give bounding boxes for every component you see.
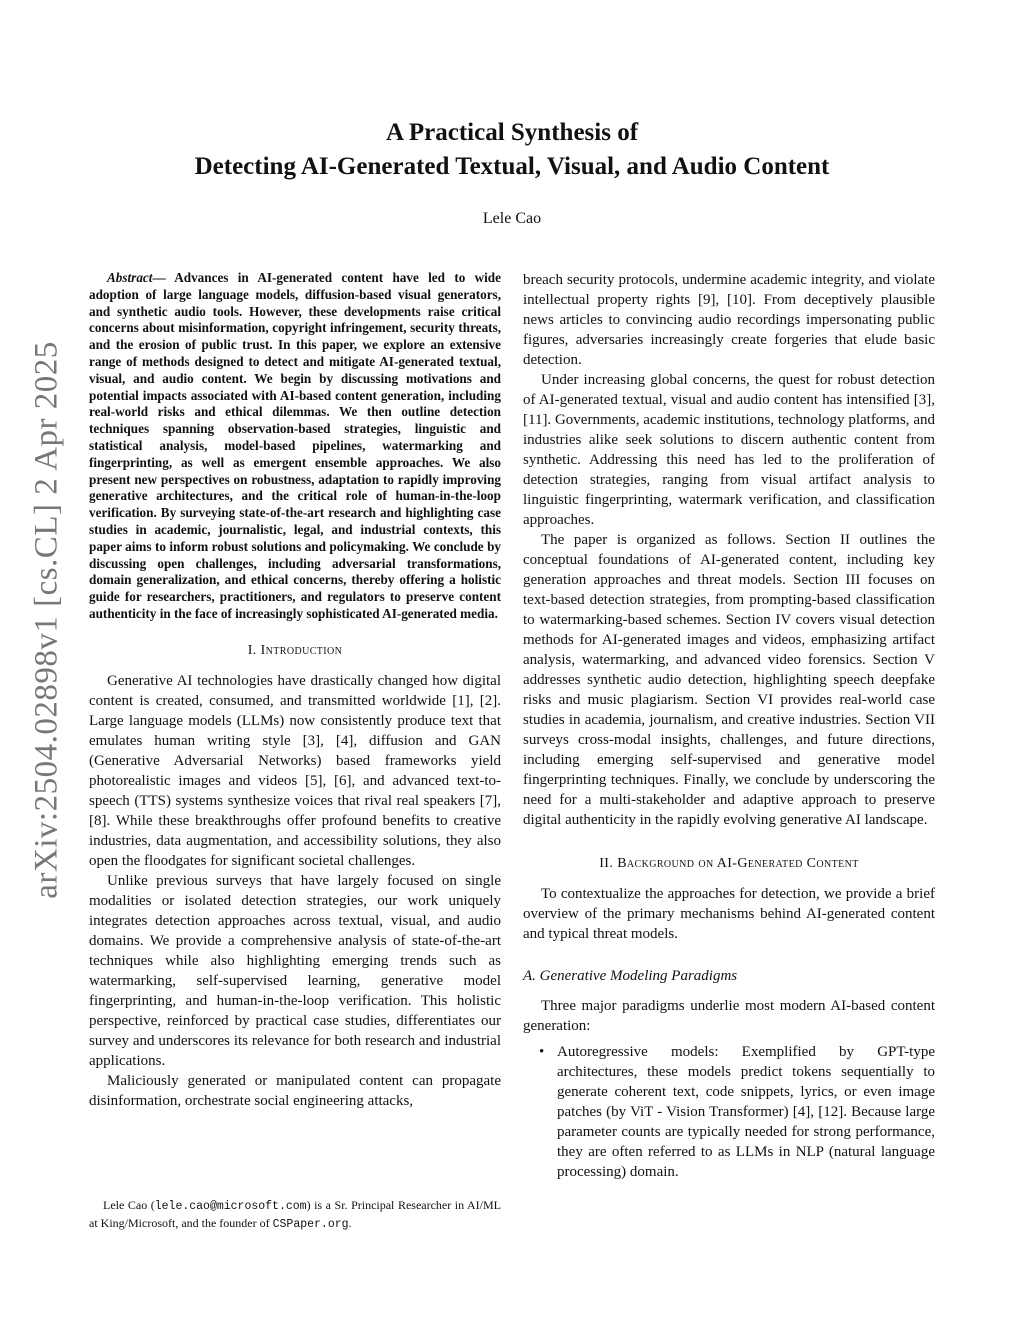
right-paragraph-1: breach security protocols, undermine academic integrity, and violate intellectual property rights [9], [10]. From deceptively plausible news articles to convincing audio recordings impersonating public figures, adversaries increasingly create forgeries that elude basic detection. xyxy=(523,272,935,368)
title-line-2: Detecting AI-Generated Textual, Visual, and Audio Content xyxy=(194,153,830,180)
section-1-title: Introduction xyxy=(260,642,343,658)
cspaper-link[interactable]: CSPaper.org xyxy=(272,1218,349,1231)
subsection-a-intro: Three major paradigms underlie most modern AI-based content generation: xyxy=(523,998,935,1034)
right-paragraph-2: Under increasing global concerns, the quest for robust detection of AI-generated textual, visual and audio content has intensified [3], [11]. Governments, academic institutions, technology platforms, and industries alike seek solutions to discern authentic content from synthetic. Addressing this need has led to the proliferation of detection strategies, ranging from visual artifact analysis to linguistic fingerprinting, watermark verification, and classification approaches. xyxy=(523,372,935,528)
list-item-text: Autoregressive models: Exemplified by GPT-type architectures, these models predict tokens sequentially to generate coherent text, code snippets, lyrics, or even image patches (by ViT - Vision Transformer) [4], [12]. Because large parameter counts are typically needed for strong performance, they are often referred to as LLMs in NLP (natural language processing) domain. xyxy=(557,1044,935,1180)
right-paragraph-3: The paper is organized as follows. Section II outlines the conceptual foundations of AI-generated content, including key generation approaches and threat models. Section III focuses on text-based detection strategies, from prompting-based classification to watermarking-based schemes. Section IV covers visual detection methods for AI-generated images and videos, emphasizing artifact analysis, watermarking, and advanced video forensics. Section V addresses synthetic audio detection, highlighting speech deepfake risks and music plagiarism. Section VI provides real-world case studies in academia, journalism, and creative industries. Section VII surveys cross-modal insights, challenges, and future directions, including emerging self-supervised and generative model fingerprinting techniques. Finally, we conclude by underscoring the need for a multi-stakeholder and adaptive approach to preserve digital authenticity in the rapidly evolving generative AI landscape. xyxy=(523,532,935,828)
paradigm-list xyxy=(523,1042,935,1182)
author: Lele Cao xyxy=(482,210,542,227)
abstract-label: Abstract xyxy=(107,270,153,285)
subsection-a-heading: A. Generative Modeling Paradigms xyxy=(523,968,738,984)
footnote-middle: ) is a Sr. Principal Researcher in AI/ML at King/Microsoft, and the founder of xyxy=(89,1198,501,1230)
section-2-title: Background on AI-Generated Content xyxy=(617,856,859,871)
footnote-end: . xyxy=(348,1216,352,1230)
list-item xyxy=(523,1042,935,1182)
arxiv-id: arXiv:2504.02898v1 [cs.CL] 2 Apr 2025 xyxy=(28,341,65,899)
footnote xyxy=(89,1197,501,1233)
right-column xyxy=(523,270,935,1182)
section-2-intro: To contextualize the approaches for detection, we provide a brief overview of the primary mechanisms behind AI-generated content and typical threat models. xyxy=(523,886,935,942)
bullet-icon: • xyxy=(539,1044,545,1060)
section-1-number: I. xyxy=(247,642,257,658)
intro-paragraph-1: Generative AI technologies have drastically changed how digital content is created, consumed, and transmitted worldwide [1], [2]. Large language models (LLMs) now consistently produce text that emulates human writing style [3], [4], diffusion and GAN (Generative Adversarial Networks) based frameworks yield photorealistic images and videos [5], [6], and advanced text-to-speech (TTS) systems synthesize voices that rival real speakers [7], [8]. While these breakthroughs offer profound benefits to creative industries, data augmentation, and accessibility solutions, they also open the floodgates for significant societal challenges. xyxy=(89,672,501,869)
left-column xyxy=(89,270,501,1111)
abstract xyxy=(89,270,501,623)
footnote-text xyxy=(89,1197,501,1233)
author-email[interactable]: lele.cao@microsoft.com xyxy=(154,1200,307,1213)
abstract-text: — Advances in AI-generated content have led to wide adoption of large language models, diffusion-based visual generators, and synthetic audio tools. However, these developments raise critical concerns about misinformation, copyright infringement, security threats, and the erosion of public trust. In this paper, we explore an extensive range of methods designed to detect and mitigate AI-generated textual, visual, and audio content. We begin by discussing motivations and potential impacts associated with AI-based content generation, including real-world risks and ethical dilemmas. We then outline detection techniques spanning observation-based strategies, linguistic and statistical analysis, model-based pipelines, watermarking and fingerprinting, as well as emergent ensemble approaches. We also present new perspectives on robustness, adaptation to rapidly improving generative architectures, and the critical role of human-in-the-loop verification. By surveying state-of-the-art research and highlighting case studies in academic, journalistic, legal, and industrial contexts, this paper aims to inform robust solutions and policymaking. We conclude by discussing open challenges, including adversarial transformations, domain generalization, and ethical concerns, thereby offering a holistic guide for researchers, practitioners, and regulators to preserve content authenticity in the face of increasingly sophisticated AI-generated media. xyxy=(89,270,501,621)
section-1-heading xyxy=(89,641,501,661)
section-2-heading xyxy=(523,854,935,874)
intro-paragraph-2: Unlike previous surveys that have largely focused on single modalities or isolated detection strategies, our work uniquely integrates detection approaches across textual, visual, and audio domains. We provide a comprehensive analysis of state-of-the-art techniques while also highlighting emerging trends such as watermarking, self-supervised learning, generative model fingerprinting, and human-in-the-loop verification. This holistic perspective, reinforced by practical case studies, differentiates our survey and underscores its relevance for both research and industrial applications. xyxy=(89,872,501,1069)
intro-paragraph-3: Maliciously generated or manipulated content can propagate disinformation, orchestrate social engineering attacks, xyxy=(89,1072,501,1109)
title-line-1: A Practical Synthesis of xyxy=(385,119,639,146)
section-2-number: II. xyxy=(599,856,614,871)
paper-title xyxy=(0,116,1024,184)
footnote-name: Lele Cao ( xyxy=(103,1198,155,1212)
